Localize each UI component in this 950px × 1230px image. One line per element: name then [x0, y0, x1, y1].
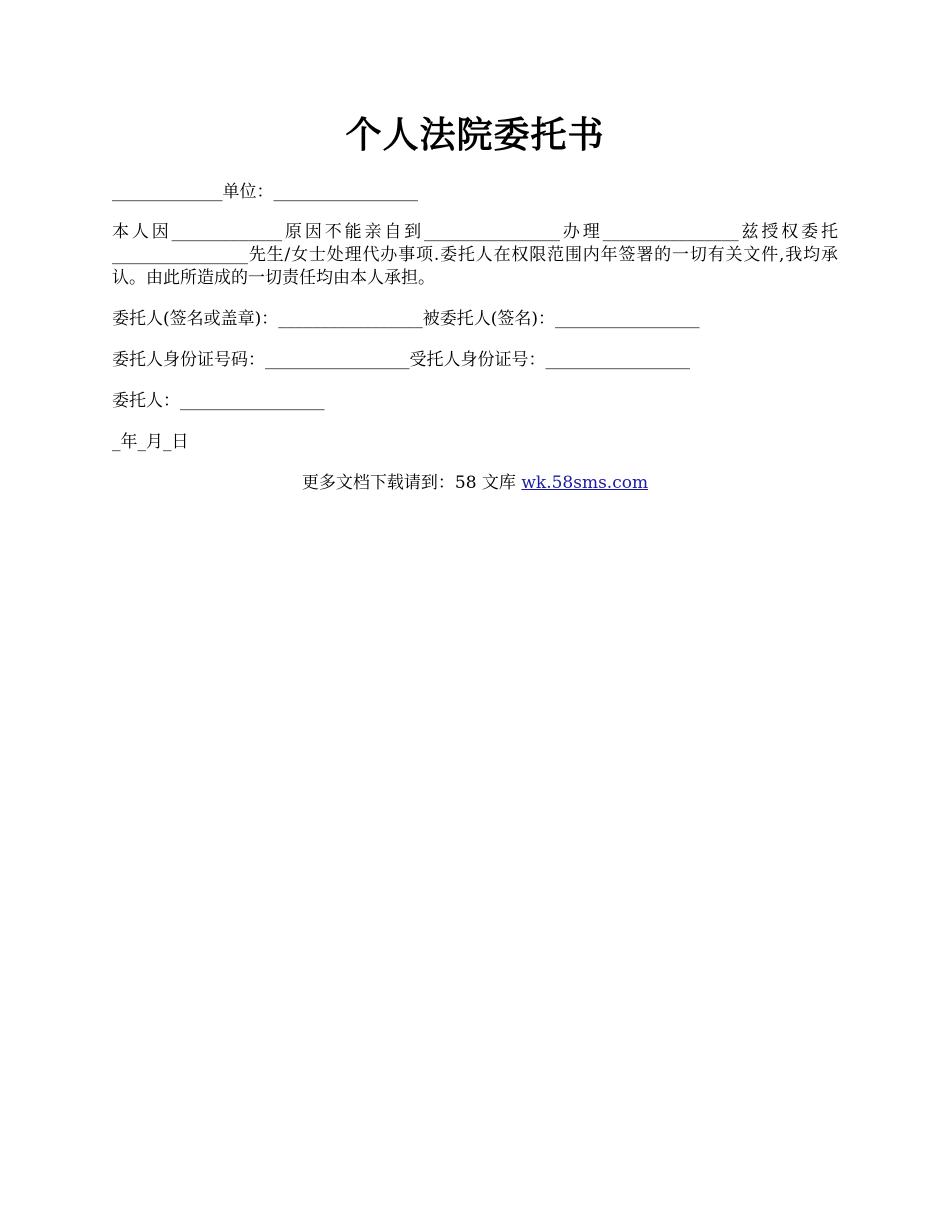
footer-link[interactable]: wk.58sms.com — [521, 473, 649, 493]
id-number-line: 委托人身份证号码：_________________受托人身份证号：_________________ — [112, 350, 690, 370]
footer — [0, 472, 950, 494]
unit-line: _____________单位：_________________ — [112, 182, 418, 202]
signature-line: 委托人(签名或盖章)：_________________被委托人(签名)：_________________ — [112, 309, 700, 329]
footer-text: 更多文档下载请到：58 文库 — [301, 473, 522, 493]
authorization-text: 本人因_____________原因不能亲自到________________办理________________兹授权委托________________先生/女士处理代办事项.委托人在权限范围内年签署的一切有关文件,我均承认。由此所造成的一切责任均由本人承担。 — [112, 222, 838, 288]
document-title: 个人法院委托书 — [345, 114, 605, 156]
date-line: _年_月_日 — [112, 432, 189, 452]
authorization-paragraph — [112, 221, 838, 290]
principal-line: 委托人：_________________ — [112, 391, 325, 411]
